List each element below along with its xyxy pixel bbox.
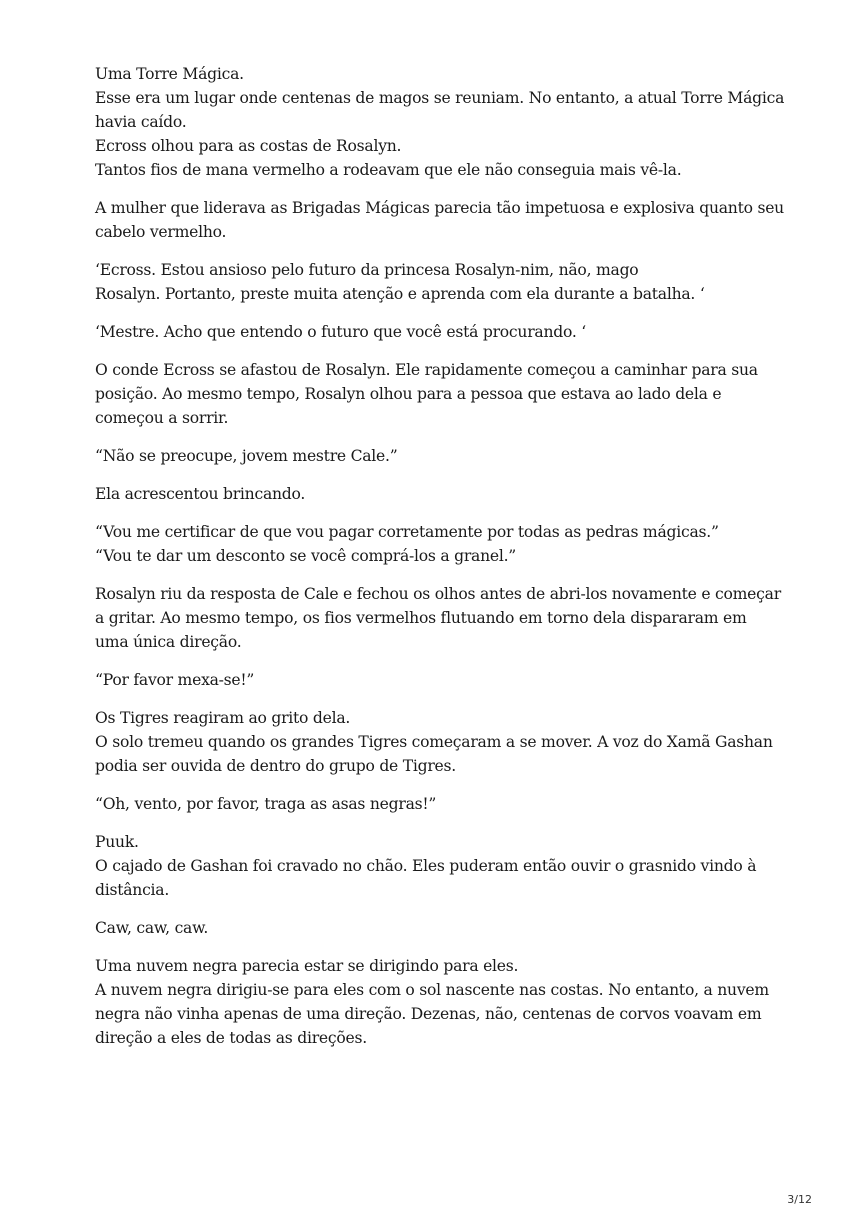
text-line: Tantos fios de mana vermelho a rodeavam que ele não conseguia mais vê-la. (95, 161, 682, 179)
page-number: 3/12 (787, 1193, 812, 1206)
text-line: distância. (95, 881, 170, 899)
text-line: uma única direção. (95, 633, 242, 651)
text-line: Uma nuvem negra parecia estar se dirigindo para eles. (95, 957, 519, 975)
text-line: Esse era um lugar onde centenas de magos se reuniam. No entanto, a atual Torre Mágica (95, 89, 785, 107)
paragraph (95, 582, 795, 654)
text-line: O conde Ecross se afastou de Rosalyn. Ele rapidamente começou a caminhar para sua (95, 361, 758, 379)
text-line: Rosalyn. Portanto, preste muita atenção e aprenda com ela durante a batalha. ‘ (95, 285, 705, 303)
text-line: Caw, caw, caw. (95, 919, 209, 937)
paragraph (95, 706, 795, 778)
text-line: O solo tremeu quando os grandes Tigres começaram a se mover. A voz do Xamã Gashan (95, 733, 773, 751)
document-body (95, 62, 795, 1064)
text-line: O cajado de Gashan foi cravado no chão. Eles puderam então ouvir o grasnido vindo à (95, 857, 757, 875)
text-line: “Vou me certificar de que vou pagar corretamente por todas as pedras mágicas.” (95, 523, 719, 541)
text-line: “Não se preocupe, jovem mestre Cale.” (95, 447, 398, 465)
text-line: negra não vinha apenas de uma direção. Dezenas, não, centenas de corvos voavam em (95, 1005, 762, 1023)
paragraph (95, 954, 795, 1050)
text-line: Uma Torre Mágica. (95, 65, 244, 83)
text-line: direção a eles de todas as direções. (95, 1029, 367, 1047)
text-line: ‘Ecross. Estou ansioso pelo futuro da princesa Rosalyn-nim, não, mago (95, 261, 639, 279)
paragraph (95, 482, 795, 506)
paragraph (95, 444, 795, 468)
text-line: Ela acrescentou brincando. (95, 485, 306, 503)
text-line: posição. Ao mesmo tempo, Rosalyn olhou para a pessoa que estava ao lado dela e (95, 385, 722, 403)
text-line: ‘Mestre. Acho que entendo o futuro que você está procurando. ‘ (95, 323, 586, 341)
text-line: A nuvem negra dirigiu-se para eles com o sol nascente nas costas. No entanto, a nuvem (95, 981, 769, 999)
paragraph (95, 916, 795, 940)
text-line: começou a sorrir. (95, 409, 229, 427)
paragraph (95, 830, 795, 902)
paragraph (95, 62, 795, 182)
text-line: “Oh, vento, por favor, traga as asas negras!” (95, 795, 437, 813)
paragraph (95, 320, 795, 344)
text-line: Os Tigres reagiram ao grito dela. (95, 709, 351, 727)
text-line: podia ser ouvida de dentro do grupo de Tigres. (95, 757, 456, 775)
text-line: havia caído. (95, 113, 187, 131)
text-line: a gritar. Ao mesmo tempo, os fios vermelhos flutuando em torno dela dispararam em (95, 609, 747, 627)
text-line: “Por favor mexa-se!” (95, 671, 255, 689)
paragraph (95, 358, 795, 430)
paragraph (95, 520, 795, 568)
text-line: “Vou te dar um desconto se você comprá-los a granel.” (95, 547, 517, 565)
paragraph (95, 258, 795, 306)
paragraph (95, 196, 795, 244)
text-line: A mulher que liderava as Brigadas Mágicas parecia tão impetuosa e explosiva quanto seu (95, 199, 784, 217)
text-line: cabelo vermelho. (95, 223, 227, 241)
text-line: Ecross olhou para as costas de Rosalyn. (95, 137, 402, 155)
text-line: Rosalyn riu da resposta de Cale e fechou os olhos antes de abri-los novamente e começar (95, 585, 781, 603)
paragraph (95, 668, 795, 692)
text-line: Puuk. (95, 833, 139, 851)
paragraph (95, 792, 795, 816)
